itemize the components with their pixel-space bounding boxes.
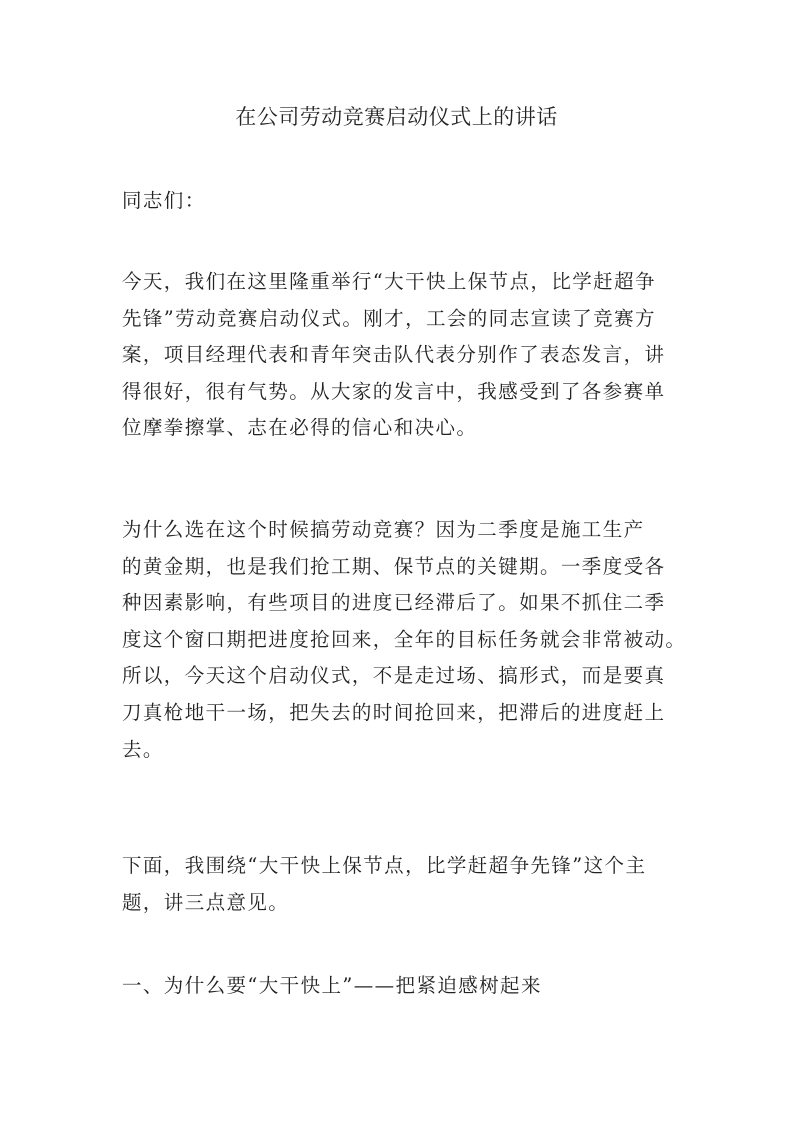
paragraph-line: 的黄金期，也是我们抢工期、保节点的关键期。一季度受各 (122, 554, 666, 578)
paragraph-3 (122, 848, 678, 921)
section-heading-text: 一、为什么要“大干快上”——把紧迫感树起来 (122, 974, 542, 997)
paragraph-line: 下面，我围绕“大干快上保节点，比学赶超争先锋”这个主 (122, 854, 647, 877)
salutation-text: 同志们： (122, 189, 206, 212)
paragraph-line: 今天，我们在这里隆重举行“大干快上保节点，比学赶超争 (122, 270, 656, 293)
paragraph-line: 种因素影响，有些项目的进度已经滞后了。如果不抓住二季 (122, 591, 666, 615)
paragraph-line: 案，项目经理代表和青年突击队代表分别作了表态发言，讲 (122, 343, 666, 367)
paragraph-line: 去。 (122, 737, 164, 761)
paragraph-line: 度这个窗口期把进度抢回来，全年的目标任务就会非常被动。 (122, 627, 687, 651)
paragraph-line: 题，讲三点意见。 (122, 890, 290, 914)
paragraph-line: 为什么选在这个时候搞劳动竞赛？因为二季度是施工生产 (122, 518, 645, 541)
paragraph-line: 得很好，很有气势。从大家的发言中，我感受到了各参赛单 (122, 379, 666, 403)
paragraph-line: 位摩拳擦掌、志在必得的信心和决心。 (122, 416, 478, 440)
paragraph-line: 刀真枪地干一场，把失去的时间抢回来，把滞后的进度赶上 (122, 700, 666, 724)
paragraph-2 (122, 512, 687, 768)
paragraph-line: 先锋”劳动竞赛启动仪式。刚才，工会的同志宣读了竞赛方 (122, 306, 656, 330)
section-heading (122, 968, 678, 1005)
document-title: 在公司劳动竞赛启动仪式上的讲话 (235, 105, 558, 129)
salutation (122, 183, 678, 220)
paragraph-1 (122, 264, 678, 447)
paragraph-line: 所以，今天这个启动仪式，不是走过场、搞形式，而是要真 (122, 664, 666, 688)
